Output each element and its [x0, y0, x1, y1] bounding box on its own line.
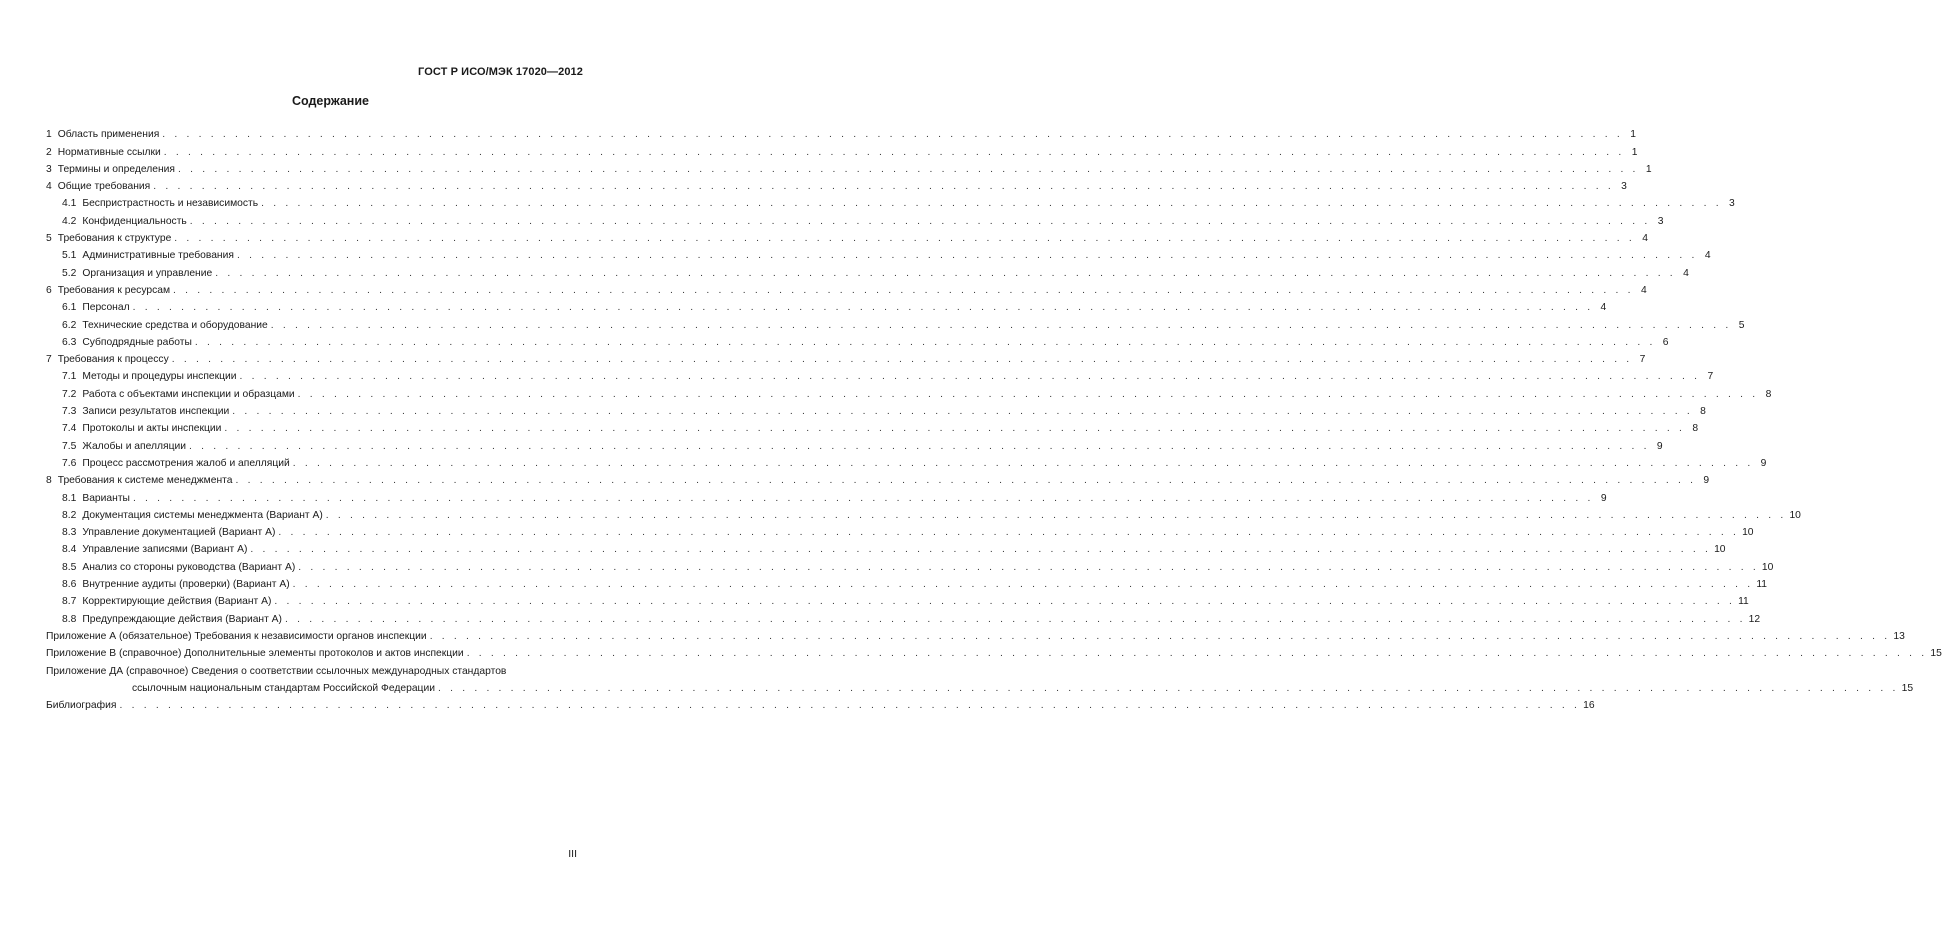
- toc-leader-dots: [235, 475, 1696, 487]
- toc-entry-text: Жалобы и апелляции: [82, 440, 186, 452]
- toc-entry[interactable]: [46, 228, 1648, 245]
- toc-entry-number: 7.5: [62, 440, 77, 452]
- toc-entry-page: 4: [1704, 250, 1711, 262]
- toc-entry-text: Организация и управление: [82, 267, 213, 279]
- toc-entry-number: 4.2: [62, 215, 77, 227]
- toc-entry-page: 1: [1645, 163, 1652, 175]
- toc-entry-page: 8: [1700, 406, 1706, 418]
- toc-entry[interactable]: [46, 435, 1663, 452]
- toc-entry-text: Корректирующие действия (Вариант А): [82, 596, 272, 608]
- toc-entry-text: Работа с объектами инспекции и образцами: [82, 388, 295, 400]
- toc-leader-dots: [250, 544, 1711, 556]
- toc-entry-number: 4.1: [62, 198, 77, 210]
- toc-leader-dots: [274, 596, 1735, 608]
- toc-entry-number: 8.3: [62, 527, 77, 539]
- toc-entry-number: 7.2: [62, 388, 77, 400]
- toc-entry[interactable]: [46, 539, 1726, 556]
- toc-leader-dots: [232, 406, 1693, 418]
- toc-entry-page: 9: [1656, 440, 1663, 452]
- document-code: ГОСТ Р ИСО/МЭК 17020—2012: [418, 66, 583, 78]
- toc-leader-dots: [298, 562, 1759, 574]
- toc-entry-number: 6: [46, 284, 52, 296]
- toc-entry-page: 3: [1657, 215, 1664, 227]
- toc-entry-text: Анализ со стороны руководства (Вариант А): [82, 561, 296, 573]
- toc-entry-appendix-b[interactable]: [46, 643, 1942, 660]
- toc-entry[interactable]: [46, 280, 1647, 297]
- toc-entry[interactable]: [46, 453, 1767, 470]
- toc-leader-dots: [174, 233, 1635, 245]
- toc-leader-dots: [189, 441, 1650, 453]
- toc-entry-text: Административные требования: [82, 250, 234, 262]
- toc-entry-number: 6.1: [62, 302, 77, 314]
- toc-entry-bibliography[interactable]: [46, 695, 1595, 712]
- toc-entry[interactable]: [46, 418, 1699, 435]
- toc-leader-dots: [195, 337, 1656, 349]
- toc-entry-text: Варианты: [82, 492, 130, 504]
- toc-entry-page: 6: [1662, 336, 1669, 348]
- toc-entry-text: Требования к ресурсам: [57, 284, 171, 296]
- toc-entry-page: 3: [1729, 198, 1735, 210]
- toc-entry-page: 13: [1893, 630, 1905, 642]
- toc-entry-page: 8: [1692, 423, 1699, 435]
- table-of-contents: [46, 124, 1942, 712]
- toc-leader-dots: [293, 579, 1754, 591]
- toc-entry-text: Область применения: [57, 129, 160, 141]
- toc-entry[interactable]: [46, 366, 1714, 383]
- page-number: III: [568, 848, 577, 860]
- toc-leader-dots: [133, 302, 1594, 314]
- toc-entry-text: Беспристрастность и независимость: [82, 198, 259, 210]
- toc-entry-page: 11: [1738, 596, 1749, 608]
- toc-entry[interactable]: [46, 159, 1652, 176]
- toc-entry-text: Субподрядные работы: [82, 336, 192, 348]
- toc-entry-number: 8.1: [62, 492, 77, 504]
- toc-entry-number: 8.5: [62, 561, 77, 573]
- toc-entry-page: 7: [1639, 354, 1646, 366]
- toc-entry[interactable]: [46, 574, 1768, 591]
- toc-leader-dots: [285, 614, 1746, 626]
- toc-entry-page: 9: [1703, 475, 1710, 487]
- toc-entry[interactable]: [46, 487, 1607, 504]
- toc-entry-page: 15: [1901, 682, 1914, 694]
- toc-entries: [46, 124, 1801, 626]
- toc-entry-text: Записи результатов инспекции: [82, 406, 230, 418]
- toc-entry[interactable]: [46, 193, 1735, 210]
- toc-entry-text: Требования к процессу: [57, 354, 169, 366]
- toc-entry-appendix-da[interactable]: [46, 660, 584, 677]
- toc-entry-text: Управление записями (Вариант А): [82, 544, 248, 556]
- toc-entry-page: 4: [1642, 233, 1648, 245]
- toc-entry[interactable]: [46, 332, 1669, 349]
- toc-entry[interactable]: [46, 176, 1627, 193]
- toc-entry-page: 10: [1761, 561, 1774, 573]
- toc-entry-page: 5: [1738, 319, 1745, 331]
- toc-entry-number: 7: [46, 354, 52, 366]
- toc-entry-number: 7.1: [62, 371, 77, 383]
- toc-entry-number: 8.6: [62, 579, 77, 591]
- toc-entry-text: Персонал: [82, 302, 130, 314]
- toc-leader-dots: [133, 493, 1594, 505]
- toc-entry[interactable]: [46, 556, 1774, 573]
- toc-entry-text: Требования к структуре: [57, 233, 172, 245]
- toc-entry[interactable]: [46, 470, 1710, 487]
- toc-leader-dots: [178, 164, 1639, 176]
- toc-entry-appendix-da-continued[interactable]: [46, 678, 1914, 695]
- toc-entry-text: Процесс рассмотрения жалоб и апелляций: [82, 457, 290, 469]
- toc-entry-page: 4: [1600, 302, 1607, 314]
- toc-entry-number: 3: [46, 163, 52, 175]
- toc-leader-dots: [240, 371, 1701, 383]
- toc-entry-page: 3: [1621, 181, 1627, 193]
- toc-entry-text: Протоколы и акты инспекции: [82, 423, 222, 435]
- toc-entry-page: 4: [1683, 267, 1689, 279]
- toc-leader-dots: [215, 268, 1676, 280]
- toc-entry-text: Документация системы менеджмента (Вариант А): [82, 509, 323, 521]
- toc-entry-page: 15: [1930, 648, 1942, 660]
- toc-leader-dots: [278, 527, 1739, 539]
- toc-entry-number: 5.1: [62, 250, 77, 262]
- toc-entry-number: 8.8: [62, 613, 77, 625]
- toc-entry[interactable]: [46, 591, 1749, 608]
- toc-leader-dots: [173, 285, 1634, 297]
- toc-entry[interactable]: [46, 297, 1607, 314]
- toc-entry-text: ссылочным национальным стандартам Российской Федерации: [132, 682, 435, 694]
- toc-entry-number: 7.4: [62, 423, 77, 435]
- toc-entry-number: 1: [46, 129, 52, 141]
- toc-entry-page: 10: [1714, 544, 1726, 556]
- toc-entry[interactable]: [46, 210, 1664, 227]
- toc-entry-page: 11: [1756, 579, 1768, 591]
- toc-leader-dots: [271, 320, 1732, 332]
- toc-leader-dots: [162, 129, 1623, 141]
- toc-entry-page: 16: [1583, 700, 1595, 712]
- toc-entry-number: 2: [46, 146, 52, 158]
- toc-entry-page: 4: [1640, 284, 1647, 296]
- toc-entry-text: Приложение В (справочное) Дополнительные элементы протоколов и актов инспекции: [46, 648, 464, 660]
- toc-entry[interactable]: [46, 522, 1754, 539]
- toc-entry[interactable]: [46, 262, 1689, 279]
- toc-entry-page: 9: [1760, 457, 1767, 469]
- toc-leader-dots: [326, 510, 1787, 522]
- toc-leader-dots: [237, 250, 1698, 262]
- toc-entry-number: 5.2: [62, 267, 77, 279]
- toc-leader-dots: [164, 147, 1625, 159]
- toc-entry-number: 7.3: [62, 406, 77, 418]
- toc-entry-page: 12: [1748, 613, 1761, 625]
- toc-leader-dots: [153, 181, 1614, 193]
- toc-leader-dots: [467, 648, 1928, 660]
- toc-entry-page: 8: [1765, 388, 1772, 400]
- toc-entry-page: 10: [1789, 509, 1801, 521]
- toc-entry-page: 7: [1707, 371, 1714, 383]
- toc-entry[interactable]: [46, 124, 1636, 141]
- toc-entry-number: 5: [46, 233, 52, 245]
- toc-leader-dots: [224, 423, 1685, 435]
- toc-entry-text: Предупреждающие действия (Вариант А): [82, 613, 282, 625]
- toc-entry-text: Технические средства и оборудование: [82, 319, 268, 331]
- toc-leader-dots: [190, 216, 1651, 228]
- toc-entry[interactable]: [46, 314, 1745, 331]
- toc-entry-number: 6.3: [62, 336, 77, 348]
- toc-leader-dots: [293, 458, 1754, 470]
- toc-leader-dots: [430, 631, 1891, 643]
- toc-entry-text: Внутренние аудиты (проверки) (Вариант А): [82, 579, 290, 591]
- toc-leader-dots: [438, 683, 1899, 695]
- toc-entry-text: Требования к системе менеджмента: [57, 475, 233, 487]
- toc-entry-number: 8.2: [62, 509, 77, 521]
- toc-entry[interactable]: [46, 401, 1706, 418]
- toc-entry[interactable]: [46, 245, 1711, 262]
- toc-entry[interactable]: [46, 349, 1646, 366]
- toc-entry-text: Термины и определения: [57, 163, 175, 175]
- toc-leader-dots: [172, 354, 1633, 366]
- toc-leader-dots: [119, 700, 1580, 712]
- toc-entry-text: Методы и процедуры инспекции: [82, 371, 237, 383]
- toc-entry-number: 6.2: [62, 319, 77, 331]
- toc-entry-text: Приложение А (обязательное) Требования к независимости органов инспекции: [46, 630, 427, 642]
- toc-entry-page: 10: [1742, 527, 1754, 539]
- toc-entry-page: 9: [1600, 492, 1607, 504]
- toc-entry-text: Управление документацией (Вариант А): [82, 527, 276, 539]
- toc-leader-dots: [298, 389, 1759, 401]
- toc-entry-text: Конфиденциальность: [82, 215, 187, 227]
- toc-entry-page: 1: [1631, 146, 1638, 158]
- toc-entry-appendix-a[interactable]: [46, 626, 1905, 643]
- toc-entry-number: 7.6: [62, 457, 77, 469]
- toc-entry-text: Нормативные ссылки: [57, 146, 161, 158]
- toc-leader-dots: [261, 198, 1722, 210]
- toc-entry[interactable]: [46, 141, 1638, 158]
- toc-entry[interactable]: [46, 505, 1801, 522]
- toc-entry[interactable]: [46, 383, 1772, 400]
- toc-entry-number: 4: [46, 181, 52, 193]
- toc-entry[interactable]: [46, 608, 1761, 625]
- toc-entry-number: 8.4: [62, 544, 77, 556]
- toc-entry-number: 8: [46, 475, 52, 487]
- toc-entry-text: Библиография: [46, 700, 117, 712]
- toc-entry-number: 8.7: [62, 596, 77, 608]
- toc-entry-text: Приложение ДА (справочное) Сведения о соответствии ссылочных международных стандартов: [46, 665, 507, 677]
- toc-entry-page: 1: [1630, 129, 1636, 141]
- page-title: Содержание: [291, 94, 369, 108]
- toc-entry-text: Общие требования: [57, 181, 151, 193]
